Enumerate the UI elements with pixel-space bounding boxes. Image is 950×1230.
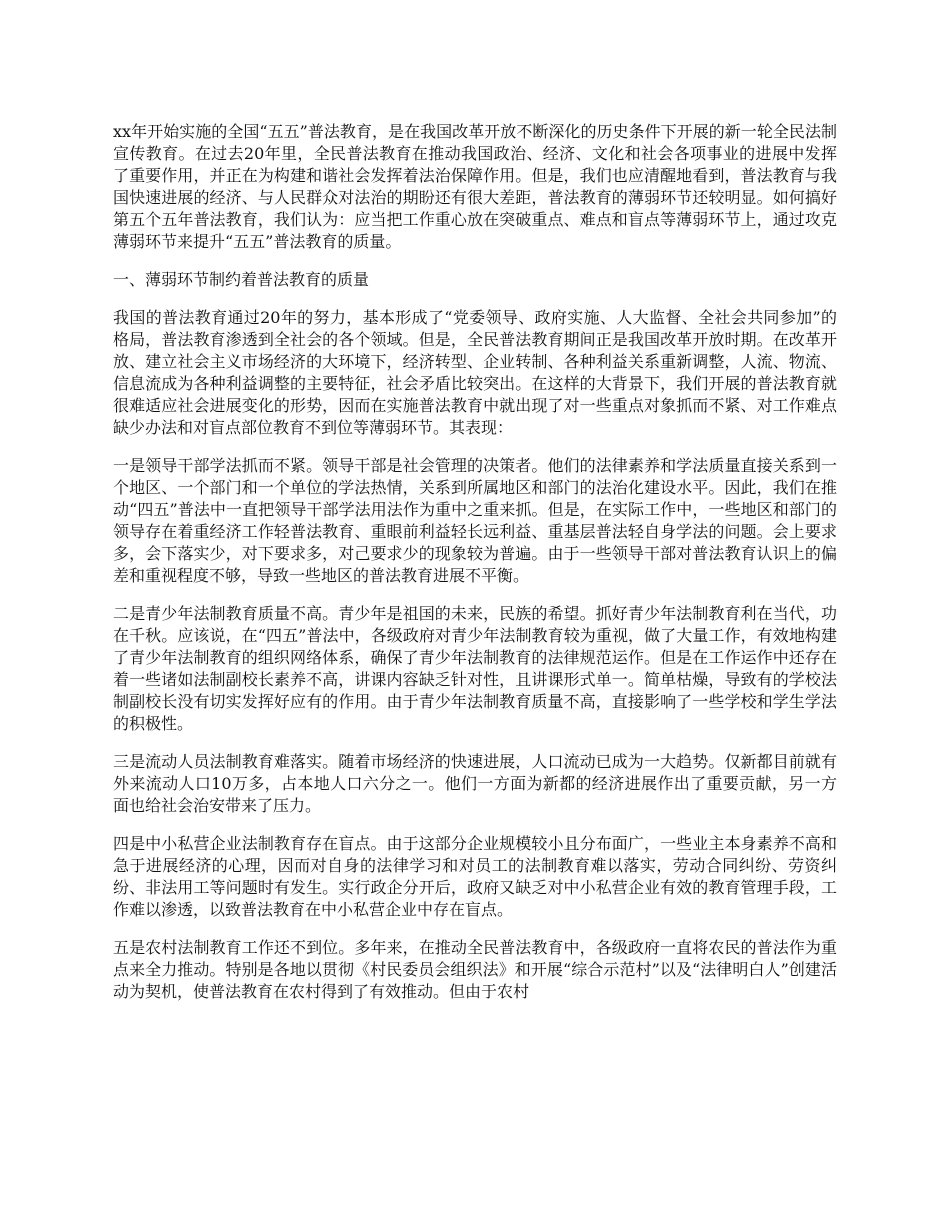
point-five-paragraph: 五是农村法制教育工作还不到位。多年来，在推动全民普法教育中，各级政府一直将农民的普法作为重点来全力推动。特别是各地以贯彻《村民委员会组织法》和开展“综合示范村”以及“法律明白人”创建活动为契机，使普法教育在农村得到了有效推动。但由于农村 [113, 938, 837, 1001]
point-four-paragraph: 四是中小私营企业法制教育存在盲点。由于这部分企业规模较小且分布面广，一些业主本身素养不高和急于进展经济的心理，因而对自身的法律学习和对员工的法制教育难以落实，劳动合同纠纷、劳资纠纷、非法用工等问题时有发生。实行政企分开后，政府又缺乏对中小私营企业有效的教育管理手段，工作难以渗透，以致普法教育在中小私营企业中存在盲点。 [113, 834, 837, 919]
point-two-paragraph: 二是青少年法制教育质量不高。青少年是祖国的未来，民族的希望。抓好青少年法制教育利在当代，功在千秋。应该说，在“四五”普法中，各级政府对青少年法制教育较为重视，做了大量工作，有效地构建了青少年法制教育的组织网络体系，确保了青少年法制教育的法律规范运作。但是在工作运作中还存在着一些诸如法制副校长素养不高，讲课内容缺乏针对性，且讲课形式单一。简单枯燥，导致有的学校法制副校长没有切实发挥好应有的作用。由于青少年法制教育质量不高，直接影响了一些学校和学生学法的积极性。 [113, 604, 837, 733]
point-one-paragraph: 一是领导干部学法抓而不紧。领导干部是社会管理的决策者。他们的法律素养和学法质量直接关系到一个地区、一个部门和一个单位的学法热情，关系到所属地区和部门的法治化建设水平。因此，我们在推动“四五”普法中一直把领导干部学法用法作为重中之重来抓。但是，在实际工作中，一些地区和部门的领导存在着重经济工作轻普法教育、重眼前利益轻长远利益、重基层普法轻自身学法的问题。会上要求多，会下落实少，对下要求多，对己要求少的现象较为普遍。由于一些领导干部对普法教育认识上的偏差和重视程度不够，导致一些地区的普法教育进展不平衡。 [113, 456, 837, 585]
intro-paragraph: xx年开始实施的全国“五五”普法教育，是在我国改革开放不断深化的历史条件下开展的新一轮全民法制宣传教育。在过去20年里，全民普法教育在推动我国政治、经济、文化和社会各项事业的进展中发挥了重要作用，并正在为构建和谐社会发挥着法治保障作用。但是，我们也应清醒地看到，普法教育与我国快速进展的经济、与人民群众对法治的期盼还有很大差距，普法教育的薄弱环节还较明显。如何搞好第五个五年普法教育，我们认为：应当把工作重心放在突破重点、难点和盲点等薄弱环节上，通过攻克薄弱环节来提升“五五”普法教育的质量。 [113, 122, 837, 251]
background-paragraph: 我国的普法教育通过20年的努力，基本形成了“党委领导、政府实施、人大监督、全社会共同参加”的格局，普法教育渗透到全社会的各个领域。但是，全民普法教育期间正是我国改革开放时期。在改革开放、建立社会主义市场经济的大环境下，经济转型、企业转制、各种利益关系重新调整，人流、物流、信息流成为各种利益调整的主要特征，社会矛盾比较突出。在这样的大背景下，我们开展的普法教育就很难适应社会进展变化的形势，因而在实施普法教育中就出现了对一些重点对象抓而不紧、对工作难点缺少办法和对盲点部位教育不到位等薄弱环节。其表现： [113, 308, 837, 437]
section-heading: 一、薄弱环节制约着普法教育的质量 [113, 270, 370, 289]
point-three-paragraph: 三是流动人员法制教育难落实。随着市场经济的快速进展，人口流动已成为一大趋势。仅新都目前就有外来流动人口10万多，占本地人口六分之一。他们一方面为新都的经济进展作出了重要贡献，另一方面也给社会治安带来了压力。 [113, 752, 837, 815]
document-body [113, 121, 837, 1019]
